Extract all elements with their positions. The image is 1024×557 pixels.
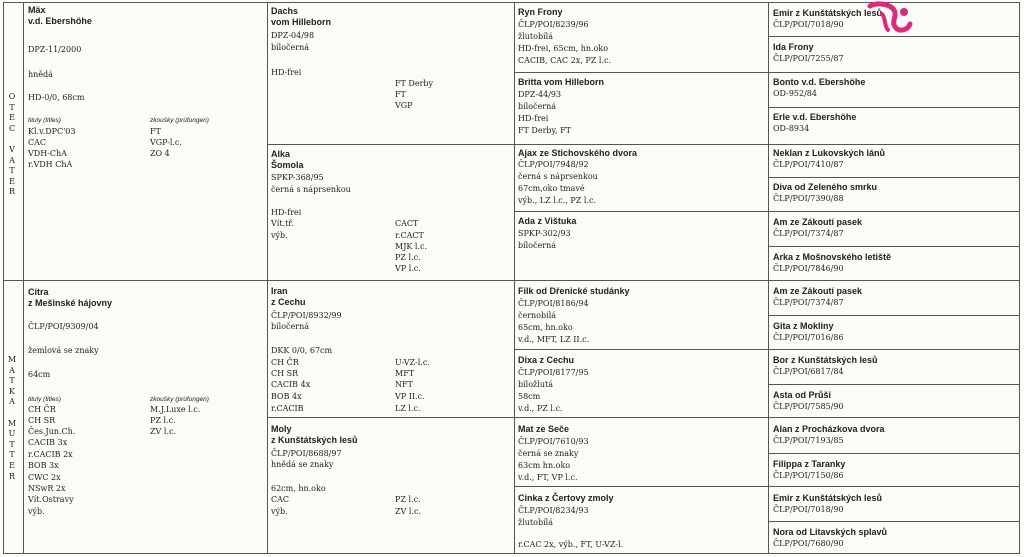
row-divider <box>514 72 1020 73</box>
dog-info: ČLP/POI/8186/94 <box>518 299 589 308</box>
dog-color: bíločerná <box>271 43 310 52</box>
dog-info: bíločerná <box>518 241 557 250</box>
dog-name: Ada z Vištuka <box>518 216 577 226</box>
dog-exam: CACT <box>395 219 419 228</box>
dam-exam: PZ l.c. <box>150 416 176 425</box>
dog-info: 65cm, hn.oko <box>518 323 573 332</box>
dog-info: černá se znaky <box>518 449 579 458</box>
row-divider <box>768 107 1020 108</box>
sire-hd: HD-0/0, 68cm <box>28 93 85 102</box>
dog-info: DPZ-44/93 <box>518 90 562 99</box>
dog-name: Bor z Kunštátských lesů <box>773 355 878 365</box>
dog-name: Ryn Frony <box>518 7 563 17</box>
dam-title: Vít.Ostravy <box>28 495 74 504</box>
sire-color: hnědá <box>28 70 53 79</box>
dog-info: bíložlutá <box>518 380 553 389</box>
dog-exam: FT <box>395 90 406 99</box>
dog-reg: ČLP/POI/7680/90 <box>773 539 844 548</box>
dam-title: NSwR 2x <box>28 484 66 493</box>
dog-reg: ČLP/POI/7390/88 <box>773 194 844 203</box>
dog-title: Vít.tř. <box>271 219 294 228</box>
dog-kennel: vom Hilleborn <box>271 17 332 27</box>
row-divider <box>768 384 1020 385</box>
dog-reg: ČLP/POI/6817/84 <box>773 367 844 376</box>
dog-name: Mat ze Seče <box>518 424 570 434</box>
ink-mark <box>860 0 920 40</box>
column-divider <box>267 2 268 554</box>
dog-reg: ČLP/POI/8932/99 <box>271 311 342 320</box>
dog-reg: ČLP/POI/7193/85 <box>773 436 844 445</box>
row-divider <box>514 486 1020 487</box>
dog-info: bíločerná <box>518 102 557 111</box>
sire-exam: FT <box>150 127 161 136</box>
dog-info: HD-frei, 65cm, hn.oko <box>518 44 609 53</box>
row-divider <box>768 453 1020 454</box>
dam-title: r.CACIB 2x <box>28 450 73 459</box>
dog-title: CH ČR <box>271 358 299 367</box>
dog-exam: MJK l.c. <box>395 242 428 251</box>
dog-info: v.d., MFT, LZ II.c. <box>518 335 590 344</box>
row-divider <box>514 211 1020 212</box>
dog-reg: OD-8934 <box>773 124 810 133</box>
dog-hd: DKK 0/0, 67cm <box>271 346 333 355</box>
dam-title: CH ČR <box>28 405 56 414</box>
dog-name: Am ze Zákoutí pasek <box>773 286 863 296</box>
dog-info: v.d., FT, VP l.c. <box>518 473 578 482</box>
row-divider <box>768 521 1020 522</box>
dog-exam: ZV l.c. <box>395 507 422 516</box>
dog-title: výb. <box>271 231 288 240</box>
sire-exam: ZO 4 <box>150 149 170 158</box>
dog-info: ČLP/POI/8177/95 <box>518 368 589 377</box>
dog-name: Emir z Kunštátských lesů <box>773 8 883 18</box>
dog-name: Filk od Dřenické studánky <box>518 286 630 296</box>
dam-titles-label: tituly (titles) <box>28 396 61 403</box>
dog-reg: ČLP/POI/7374/87 <box>773 298 844 307</box>
dog-name: Alan z Procházkova dvora <box>773 424 885 434</box>
sire-exams-label: zkoušky (prüfungen) <box>150 117 209 124</box>
dam-title: Čes.Jun.Ch. <box>28 427 76 436</box>
dam-title: BOB 3x <box>28 461 59 470</box>
dam-color: žemlová se znaky <box>28 346 99 355</box>
dam-exam: M.J.Luxe l.c. <box>150 405 201 414</box>
dam-height: 64cm <box>28 370 51 379</box>
dog-reg: DPZ-04/98 <box>271 31 315 40</box>
sire-exam: VGP-l.c. <box>150 138 182 147</box>
dog-reg: ČLP/POI/7016/86 <box>773 333 844 342</box>
sire-title: r.VDH ChA <box>28 160 73 169</box>
dog-exam: PZ l.c. <box>395 495 421 504</box>
dog-name: Dachs <box>271 6 299 16</box>
dog-exam: NFT <box>395 380 413 389</box>
row-divider <box>267 417 1020 418</box>
sire-title: CAC <box>28 138 47 147</box>
dog-kennel: Šomola <box>271 160 304 170</box>
dog-name: Arka z Mošnovského letiště <box>773 252 892 262</box>
dog-title: CH SR <box>271 369 299 378</box>
dam-title: výb. <box>28 507 45 516</box>
dog-hd: HD-frei <box>271 208 302 217</box>
column-divider <box>23 2 24 554</box>
dam-exam: ZV l.c. <box>150 427 177 436</box>
dam-name: Citra <box>28 287 49 297</box>
row-divider <box>267 144 1020 145</box>
dog-name: Nora od Litavských splavů <box>773 527 888 537</box>
dog-title: BOB 4x <box>271 392 302 401</box>
dog-name: Ida Frony <box>773 42 814 52</box>
row-divider <box>768 246 1020 247</box>
dog-name: Cinka z Čertovy zmoly <box>518 493 614 503</box>
dog-info: výb., LZ l.c., PZ l.c. <box>518 196 597 205</box>
dog-title: výb. <box>271 507 288 516</box>
column-divider <box>768 2 769 554</box>
pedigree-frame <box>3 2 1020 554</box>
dog-info: SPKP-302/93 <box>518 229 571 238</box>
dog-color: hnědá se znaky <box>271 460 334 469</box>
dog-info: 63cm hn.oko <box>518 461 571 470</box>
sire-name: Mäx <box>28 5 46 15</box>
dog-info: 67cm,oko tmavé <box>518 184 585 193</box>
dog-name: Am ze Zákoutí pasek <box>773 217 863 227</box>
dog-info: 58cm <box>518 392 541 401</box>
dam-title: CWC 2x <box>28 473 61 482</box>
dog-name: Bonto v.d. Ebershöhe <box>773 77 866 87</box>
dog-exam: VP l.c. <box>395 264 421 273</box>
dog-hd: HD-frei <box>271 68 302 77</box>
sire-reg: DPZ-11/2000 <box>28 45 82 54</box>
dog-exam: MFT <box>395 369 415 378</box>
dog-info: HD-frei <box>518 114 549 123</box>
dog-exam: U-VZ-l.c. <box>395 358 430 367</box>
dam-title: CACIB 3x <box>28 438 68 447</box>
dog-color: bíločerná <box>271 322 310 331</box>
side-label-matka: M A T K A M U T T E R <box>7 355 17 481</box>
dog-reg: ČLP/POI/7374/87 <box>773 229 844 238</box>
row-divider <box>514 349 1020 350</box>
dog-info: ČLP/POI/8239/96 <box>518 20 589 29</box>
dog-title: r.CACIB <box>271 404 304 413</box>
dog-reg: ČLP/POI/7018/90 <box>773 505 844 514</box>
dog-exam: VP II.c. <box>395 392 425 401</box>
sire-titles-label: tituly (titles) <box>28 117 61 124</box>
dog-exam: VGP <box>395 101 413 110</box>
dog-name: Moly <box>271 424 292 434</box>
dog-name: Iran <box>271 286 288 296</box>
dog-info: r.CAC 2x, výb., FT, U-VZ-l. <box>518 540 624 549</box>
dog-name: Filippa z Taranky <box>773 459 846 469</box>
sire-kennel: v.d. Ebershöhe <box>28 16 92 26</box>
dog-reg: ČLP/POI/7585/90 <box>773 402 844 411</box>
dog-name: Britta vom Hilleborn <box>518 77 605 87</box>
dog-info: v.d., PZ l.c. <box>518 404 563 413</box>
dog-name: Dixa z Cechu <box>518 355 575 365</box>
dog-exam: r.CACT <box>395 231 424 240</box>
dog-name: Ajax ze Stichovského dvora <box>518 148 638 158</box>
dog-name: Emir z Kunštátských lesů <box>773 493 883 503</box>
dam-reg: ČLP/POI/9309/04 <box>28 322 99 331</box>
dog-reg: ČLP/POI/7255/87 <box>773 54 844 63</box>
dog-name: Alka <box>271 149 291 159</box>
dog-reg: SPKP-368/95 <box>271 173 324 182</box>
dog-info: FT Derby, FT <box>518 126 571 135</box>
row-divider <box>768 315 1020 316</box>
dog-title: CAC <box>271 495 290 504</box>
dog-hd: 62cm, hn.oko <box>271 484 326 493</box>
dog-reg: ČLP/POI/7410/87 <box>773 160 844 169</box>
column-divider <box>514 2 515 554</box>
dog-exam: PZ l.c. <box>395 253 421 262</box>
dog-reg: ČLP/POI/7018/90 <box>773 20 844 29</box>
dog-info: CACIB, CAC 2x, PZ l.c. <box>518 56 612 65</box>
dog-info: žlutobílá <box>518 518 553 527</box>
dog-color: černá s náprsenkou <box>271 185 351 194</box>
dog-info: ČLP/POI/8234/93 <box>518 506 589 515</box>
dog-kennel: z Cechu <box>271 297 306 307</box>
dam-exams-label: zkoušky (prüfungen) <box>150 396 209 403</box>
dog-reg: OD-952/84 <box>773 89 817 98</box>
dog-exam: FT Derby <box>395 79 434 88</box>
side-label-otec: O T E C V A T E R <box>8 92 16 197</box>
dog-kennel: z Kunštátských lesů <box>271 435 358 445</box>
dam-title: CH SR <box>28 416 56 425</box>
dog-reg: ČLP/POI/7150/86 <box>773 471 844 480</box>
dog-name: Asta od Průši <box>773 390 832 400</box>
dog-info: ČLP/POI/7610/93 <box>518 437 589 446</box>
dam-kennel: z Mešinské hájovny <box>28 298 113 308</box>
dog-exam: LZ l.c. <box>395 404 421 413</box>
dog-reg: ČLP/POI/8688/97 <box>271 449 342 458</box>
row-divider <box>3 280 1020 281</box>
dog-title: CACIB 4x <box>271 380 311 389</box>
dog-info: ČLP/POI/7948/92 <box>518 160 589 169</box>
dog-name: Neklan z Lukovských lánů <box>773 148 886 158</box>
dog-name: Gita z Mokliny <box>773 321 834 331</box>
dog-info: černá s náprsenkou <box>518 172 598 181</box>
sire-title: VDH-ChA <box>28 149 67 158</box>
dog-reg: ČLP/POI/7846/90 <box>773 264 844 273</box>
row-divider <box>768 177 1020 178</box>
dog-info: žlutobílá <box>518 32 553 41</box>
dog-info: černobílá <box>518 311 557 320</box>
dog-name: Erle v.d. Ebershöhe <box>773 112 857 122</box>
dog-name: Diva od Zeleného smrku <box>773 182 878 192</box>
sire-title: Kl.v.DPC'03 <box>28 127 76 136</box>
